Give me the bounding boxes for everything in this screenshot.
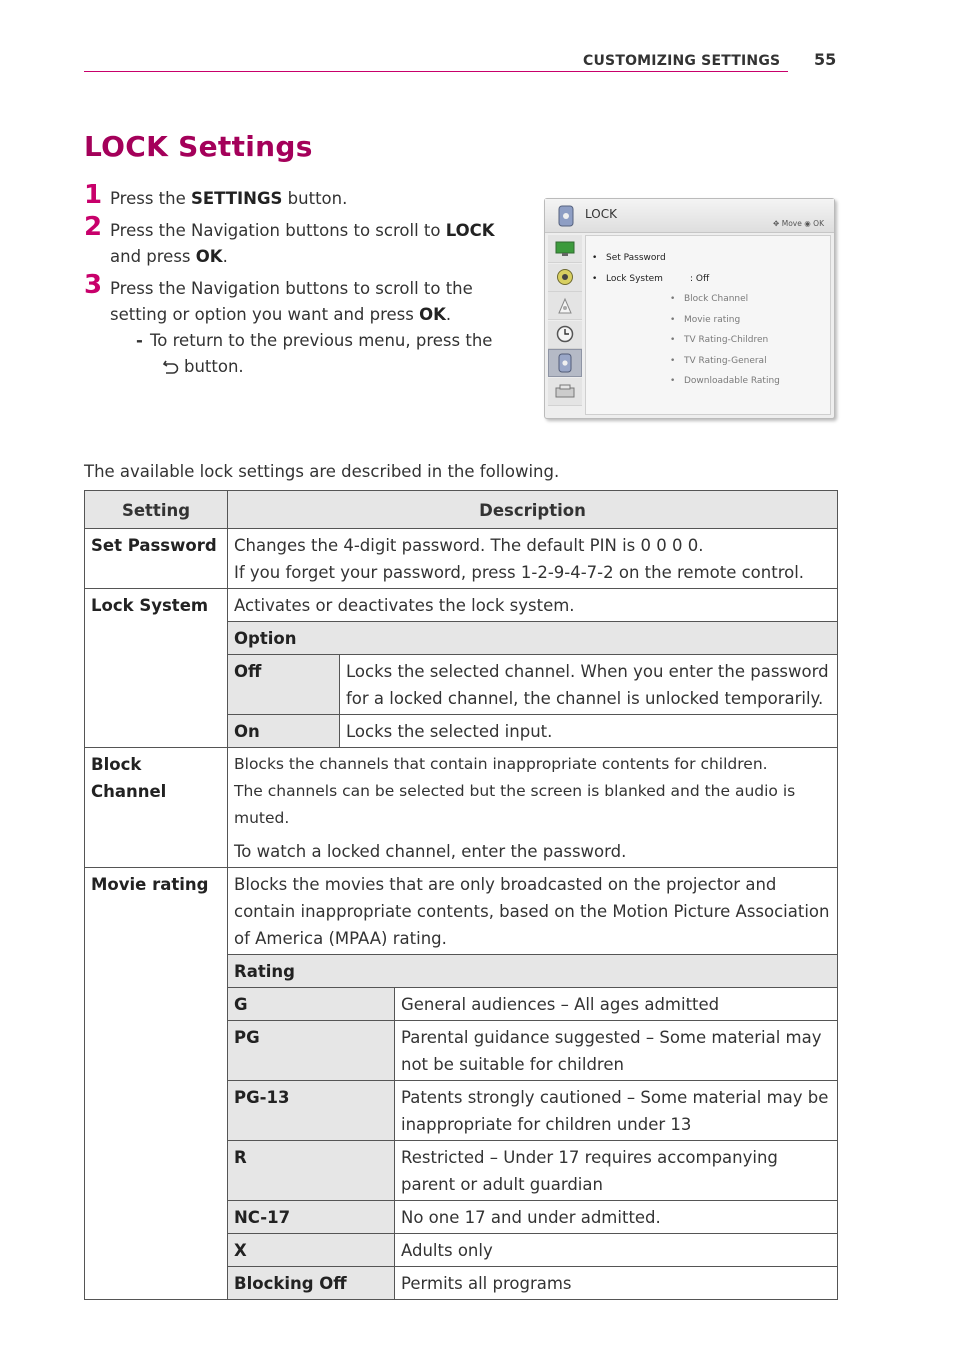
setting-description xyxy=(228,748,838,868)
menu-items-panel xyxy=(585,235,831,415)
menu-category-sidebar xyxy=(548,235,582,417)
rating-name: Blocking Off xyxy=(228,1267,395,1300)
lock-category-icon[interactable] xyxy=(548,349,582,377)
bullet: • xyxy=(670,356,676,366)
bullet: • xyxy=(670,315,676,325)
option-header: Option xyxy=(228,622,838,655)
setting-name: Movie rating xyxy=(85,868,228,1300)
menu-item-lock-system[interactable] xyxy=(592,274,710,284)
setting-name: Set Password xyxy=(85,529,228,589)
setting-name: Lock System xyxy=(85,589,228,748)
header-section-title: CUSTOMIZING SETTINGS xyxy=(583,53,781,69)
rating-header: Rating xyxy=(228,955,838,988)
rating-description: Permits all programs xyxy=(395,1267,838,1300)
menu-item-value: : Off xyxy=(690,274,710,284)
option-name: On xyxy=(228,715,340,748)
column-header-setting: Setting xyxy=(85,491,228,529)
sub-note-text: To return to the previous menu, press the xyxy=(150,331,493,350)
menu-sub-item[interactable] xyxy=(670,315,740,325)
step-text: Press the xyxy=(110,189,191,208)
step-text: . xyxy=(222,247,228,266)
menu-title-bar xyxy=(545,199,834,233)
bullet: • xyxy=(670,294,676,304)
menu-sub-item[interactable] xyxy=(670,294,748,304)
ok-icon: ◉ xyxy=(804,219,811,228)
picture-icon[interactable] xyxy=(548,235,582,263)
menu-sub-item-label: TV Rating-General xyxy=(684,356,767,366)
menu-title: LOCK xyxy=(585,207,617,221)
sub-note-text: button. xyxy=(184,357,244,376)
page-number: 55 xyxy=(814,50,837,69)
description-line: To watch a locked channel, enter the password. xyxy=(234,842,627,861)
step-keyword: OK xyxy=(195,247,223,266)
menu-hint xyxy=(773,219,824,228)
step-keyword: SETTINGS xyxy=(191,189,283,208)
option-icon[interactable] xyxy=(548,378,582,406)
bullet: • xyxy=(592,253,598,263)
move-icon: ✥ xyxy=(773,219,780,228)
description-line: If you forget your password, press 1-2-9-4-7-2 on the remote control. xyxy=(234,563,805,582)
menu-sub-item[interactable] xyxy=(670,376,780,386)
option-description: Locks the selected channel. When you enter the password for a locked channel, the channel is unlocked temporarily. xyxy=(340,655,838,715)
step-text: . xyxy=(445,305,452,324)
step-text: and press xyxy=(110,247,196,266)
lock-settings-table xyxy=(84,490,838,1300)
steps-list xyxy=(84,180,524,386)
rating-name: PG-13 xyxy=(228,1081,395,1141)
option-description: Locks the selected input. xyxy=(340,715,838,748)
rating-description: Adults only xyxy=(395,1234,838,1267)
step-sub-note xyxy=(110,328,524,380)
hint-move: Move xyxy=(781,219,802,228)
setting-description xyxy=(228,529,838,589)
rating-description: General audiences – All ages admitted xyxy=(395,988,838,1021)
bullet: • xyxy=(670,335,676,345)
rating-description: Parental guidance suggested – Some material may not be suitable for children xyxy=(395,1021,838,1081)
rating-name: X xyxy=(228,1234,395,1267)
table-row-set-password xyxy=(85,529,838,589)
step-number: 2 xyxy=(84,212,103,242)
rating-description: No one 17 and under admitted. xyxy=(395,1201,838,1234)
step-text: Press the Navigation buttons to scroll to the setting or option you want and press xyxy=(110,279,473,324)
page-title: LOCK Settings xyxy=(84,130,313,163)
menu-sub-item-label: Downloadable Rating xyxy=(684,376,780,386)
table-row-block-channel xyxy=(85,748,838,868)
time-icon[interactable] xyxy=(548,292,582,320)
menu-sub-item[interactable] xyxy=(670,335,768,345)
dash: - xyxy=(136,331,143,350)
setting-name: Block Channel xyxy=(85,748,228,868)
table-header-row xyxy=(85,491,838,529)
menu-sub-item-label: Block Channel xyxy=(684,294,749,304)
rating-description: Restricted – Under 17 requires accompanying parent or adult guardian xyxy=(395,1141,838,1201)
rating-description: Patents strongly cautioned – Some material may be inappropriate for children under 13 xyxy=(395,1081,838,1141)
column-header-description: Description xyxy=(228,491,838,529)
setting-description: Blocks the movies that are only broadcasted on the projector and contain inappropriate contents, based on the Motion Picture Association of America (MPAA) rating. xyxy=(228,868,838,955)
rating-name: NC-17 xyxy=(228,1201,395,1234)
menu-item-label: Set Password xyxy=(606,253,666,263)
table-row-movie-rating xyxy=(85,868,838,955)
step-text: Press the Navigation buttons to scroll to xyxy=(110,221,446,240)
hint-ok: OK xyxy=(813,219,824,228)
menu-sub-item-label: Movie rating xyxy=(684,315,741,325)
intro-text: The available lock settings are described in the following. xyxy=(84,462,560,481)
clock-icon[interactable] xyxy=(548,321,582,349)
description-line: Changes the 4-digit password. The default PIN is 0 0 0 0. xyxy=(234,536,704,555)
lock-menu-screenshot xyxy=(544,198,835,419)
rating-name: R xyxy=(228,1141,395,1201)
step-number: 1 xyxy=(84,180,103,210)
rating-name: PG xyxy=(228,1021,395,1081)
lock-icon xyxy=(557,204,575,228)
audio-icon[interactable] xyxy=(548,264,582,292)
step-1 xyxy=(84,180,524,212)
description-line: Blocks the channels that contain inappropriate contents for children. xyxy=(234,755,768,773)
step-text: button. xyxy=(282,189,348,208)
back-icon xyxy=(162,358,180,374)
step-3 xyxy=(84,270,524,380)
step-2 xyxy=(84,212,524,270)
setting-description: Activates or deactivates the lock system. xyxy=(228,589,838,622)
menu-sub-item-label: TV Rating-Children xyxy=(684,335,769,345)
option-name: Off xyxy=(228,655,340,715)
step-number: 3 xyxy=(84,270,103,300)
bullet: • xyxy=(592,274,598,284)
bullet: • xyxy=(670,376,676,386)
menu-item-label: Lock System xyxy=(606,274,663,284)
header-divider xyxy=(84,71,788,72)
menu-item-set-password[interactable] xyxy=(592,253,666,263)
table-row-lock-system xyxy=(85,589,838,622)
step-keyword: OK xyxy=(419,305,446,324)
menu-sub-item[interactable] xyxy=(670,356,767,366)
description-line: The channels can be selected but the screen is blanked and the audio is muted. xyxy=(234,782,796,827)
step-keyword: LOCK xyxy=(445,221,495,240)
rating-name: G xyxy=(228,988,395,1021)
